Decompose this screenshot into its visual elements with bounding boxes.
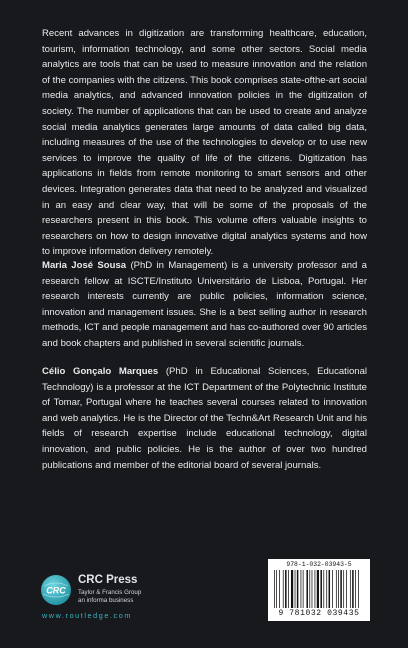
author-name: Célio Gonçalo Marques: [42, 366, 159, 377]
barcode-bar: [350, 570, 351, 608]
barcode-bar: [303, 570, 304, 608]
barcode-bar: [346, 570, 347, 608]
barcode-bar: [340, 570, 342, 608]
publisher-name: CRC Press: [78, 574, 138, 586]
barcode-bar: [326, 570, 327, 608]
crc-globe-icon: [40, 574, 72, 606]
isbn-number: 978-1-032-03943-5: [286, 561, 352, 568]
barcode-bar: [332, 570, 333, 608]
barcode-bar: [285, 570, 287, 608]
barcode-bar: [288, 570, 289, 608]
description-text: Recent advances in digitization are transforming healthcare, education, tourism, information technology, and some other sectors. Social media analytics are tools that can be used to measure innovation and the relation of the companies with the citizens. This book comprises state-ofthe-art social media analytics, and advanced innovation policies in the digitization of society. The number of applications that can be used to create and analyze social media analytics generates large amounts of data called big data, including measures of the use of the technologies to develop or to use new services to improve the quality of life of the citizens. Digitization has applications in fields from remote monitoring to smart sensors and other devices. Integration generates data that need to be analyzed and visualized in an easy and clear way, that will be some of the proposals of the researchers present in this book. This volume offers valuable insights to researchers on how to design innovative digital analytics systems and how to improve information delivery remotely.: [42, 28, 367, 258]
barcode-digits: 9 781032 039435: [278, 609, 360, 618]
barcode-bar: [301, 570, 302, 608]
author-bio-2: [42, 364, 367, 473]
barcode-bar: [352, 570, 354, 608]
barcode-bar: [336, 570, 337, 608]
logo-text: CRC: [46, 585, 66, 596]
barcode-bar: [315, 570, 316, 608]
barcode-bar: [358, 570, 359, 608]
barcode-bar: [343, 570, 344, 608]
barcode-bar: [295, 570, 296, 608]
barcode-bar: [276, 570, 277, 608]
publisher-url[interactable]: www.routledge.com: [42, 611, 132, 620]
author-bio-1: [42, 258, 367, 352]
barcode-bar: [323, 570, 324, 608]
barcode-bar: [291, 570, 293, 608]
publisher-tagline: an informa business: [78, 597, 134, 604]
barcode-bar: [355, 570, 356, 608]
author-bio-text: (PhD in Educational Sciences, Educational Technology) is a professor at the ICT Department of the Polytechnic Institute of Tomar, Portugal where he teaches several courses related to innovation and web analytics. He is the Director of the Techn&Art Research Unit and his fields of research expertise include educational technology, digital innovation, and public policies. He is the author of over two hundred publications and member of the editorial board of several journals.: [42, 366, 367, 471]
barcode-bar: [309, 570, 310, 608]
barcode-bar: [338, 570, 339, 608]
barcode-bar: [279, 570, 280, 608]
publisher-group: Taylor & Francis Group: [78, 589, 142, 596]
barcode-bar: [317, 570, 319, 608]
barcode-bar: [306, 570, 308, 608]
barcode-bar: [283, 570, 284, 608]
barcode-bar: [320, 570, 322, 608]
publisher-logo-block: [40, 571, 170, 631]
isbn-barcode: [268, 559, 370, 621]
barcode-bar: [274, 570, 275, 608]
barcode-bars: [274, 570, 364, 610]
barcode-bar: [329, 570, 331, 608]
book-description: [42, 26, 367, 260]
barcode-bar: [312, 570, 313, 608]
author-name: Maria José Sousa: [42, 260, 127, 271]
author-bio-text: (PhD in Management) is a university professor and a research fellow at ISCTE/Instituto Universitário de Lisboa, Portugal. Her research interests currently are public policies, information science, innovation and management issues. She is a best selling author in research methods, ICT and people management and has co-authored over 90 articles and book chapters and published in several scientific journals.: [42, 260, 367, 349]
barcode-bar: [297, 570, 299, 608]
